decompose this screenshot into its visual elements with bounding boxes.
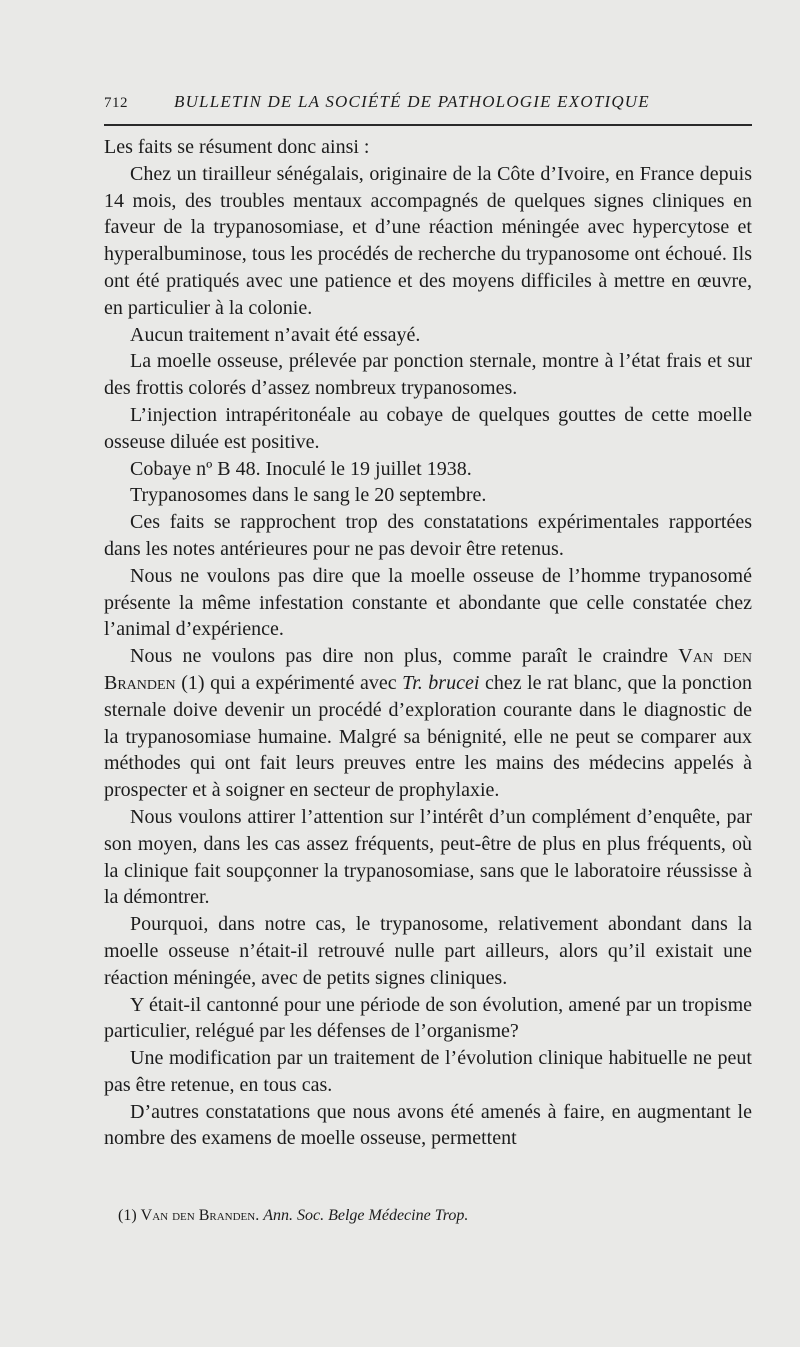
running-header [104,92,752,118]
footnote-author: Van den Branden. [140,1207,260,1224]
paragraph: La moelle osseuse, prélevée par ponction sternale, montre à l’état frais et sur des frottis colorés d’assez nombreux trypanosomes. [104,350,752,400]
running-title: BULLETIN DE LA SOCIÉTÉ DE PATHOLOGIE EXOTIQUE [174,92,650,111]
paragraph: Cobaye nº B 48. Inoculé le 19 juillet 1938. [130,457,472,480]
footnote-journal: Ann. Soc. Belge Médecine Trop. [263,1207,469,1224]
species-name: Tr. brucei [402,671,480,694]
paragraph-text: Nous ne voulons pas dire non plus, comme paraît le craindre [130,645,679,668]
paragraph: Aucun traitement n’avait été essayé. [130,323,421,346]
paragraph: Pourquoi, dans notre cas, le trypanosome, relativement abondant dans la moelle osseuse n’était-il retrouvé nulle part ailleurs, alors qu’il existait une réaction méningée, avec de petits signes cliniques. [104,913,752,989]
author-name: Van den Branden [104,645,753,694]
paragraph [104,643,752,804]
paragraph: Trypanosomes dans le sang le 20 septembre. [130,484,487,507]
paragraph: D’autres constatations que nous avons été amenés à faire, en augmentant le nombre des examens de moelle osseuse, permettent [104,1100,752,1150]
paragraph-text: (1) qui a expérimenté avec [175,671,403,694]
paragraph-text: chez le rat blanc, que la ponction sternale doive devenir un procédé d’exploration courante dans le diagnostic de la trypanosomiase humaine. Malgré sa bénignité, elle ne peut se comparer aux méthodes qui ont fait leurs preuves entre les mains des médecins appelés à prospecter et à soigner en secteur de prophylaxie. [104,671,752,802]
paragraph: Nous ne voulons pas dire que la moelle osseuse de l’homme trypanosomé présente la même infestation constante et abondante que celle constatée chez l’animal d’expérience. [104,564,752,641]
paragraph: Nous voulons attirer l’attention sur l’intérêt d’un complément d’enquête, par son moyen, dans les cas assez fréquents, peut-être de plus en plus fréquents, où la clinique fait soupçonner la trypanosomiase, sans que le laboratoire réussisse à la démontrer. [104,805,752,909]
footnote [118,1207,748,1225]
page [104,92,752,1152]
paragraph: Les faits se résument donc ainsi : [104,136,370,158]
paragraph: Y était-il cantonné pour une période de son évolution, amené par un tropisme particulier, relégué par les défenses de l’organisme? [104,993,752,1043]
header-rule [104,124,752,126]
article-body [104,134,752,1152]
footnote-marker: (1) [118,1207,137,1224]
paragraph: Une modification par un traitement de l’évolution clinique habituelle ne peut pas être retenue, en tous cas. [104,1047,752,1096]
paragraph: L’injection intrapéritonéale au cobaye de quelques gouttes de cette moelle osseuse diluée est positive. [104,403,752,453]
paragraph: Ces faits se rapprochent trop des constatations expérimentales rapportées dans les notes antérieures pour ne pas devoir être retenus. [104,511,752,560]
page-number: 712 [104,95,128,111]
paragraph: Chez un tirailleur sénégalais, originaire de la Côte d’Ivoire, en France depuis 14 mois, des troubles mentaux accompagnés de quelques signes cliniques en faveur de la trypanosomiase, et d’une réaction méningée avec hypercytose et hyperalbuminose, tous les procédés de recherche du trypanosome ont échoué. Ils ont été pratiqués avec une patience et des moyens difficiles à mettre en œuvre, en particulier à la colonie. [104,162,752,319]
